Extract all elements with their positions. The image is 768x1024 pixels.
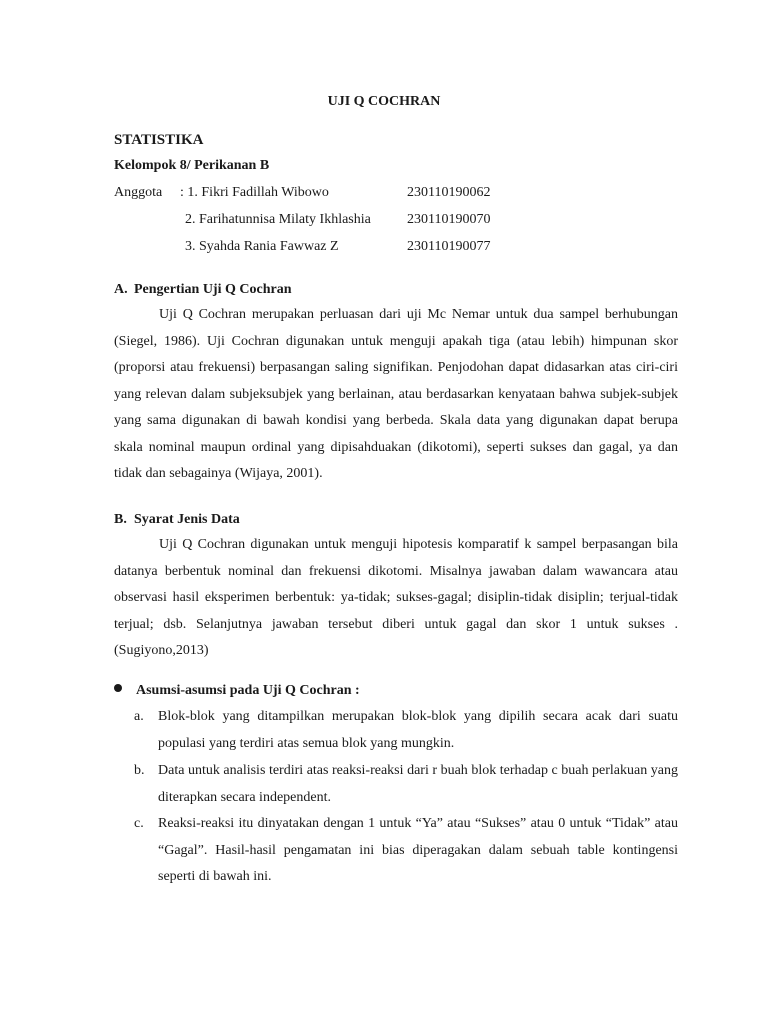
section-a-heading	[114, 281, 291, 299]
member-id: 230110190062	[407, 185, 491, 200]
list-text: Reaksi-reaksi itu dinyatakan dengan 1 untuk “Ya” atau “Sukses” atau 0 untuk “Tidak” atau “Gagal”. Hasil-hasil pengamatan ini bias diperagakan dalam sebuah table kontingensi seperti di bawah ini.	[158, 816, 678, 884]
list-item	[134, 704, 678, 757]
list-item	[134, 811, 678, 891]
member-id: 230110190077	[407, 239, 491, 254]
section-b-title: Syarat Jenis Data	[134, 512, 240, 527]
section-b-heading	[114, 511, 240, 529]
list-marker: c.	[134, 816, 144, 831]
group-heading: Kelompok 8/ Perikanan B	[114, 158, 270, 173]
section-a-paragraph: Uji Q Cochran merupakan perluasan dari uji Mc Nemar untuk dua sampel berhubungan (Siegel, 1986). Uji Cochran digunakan untuk menguji apakah tiga (atau lebih) himpunan skor (proporsi atau frekuensi) berpasangan saling signifikan. Penjodohan dapat didasarkan atas ciri-ciri yang relevan dalam subjeksubjek yang berlainan, atau berdasarkan kenyataan bahwa subjek-subjek yang sama digunakan di bawah kondisi yang berbeda. Skala data yang digunakan dapat berupa skala nominal maupun ordinal yang dipisahduakan (dikotomi), seperti sukses dan gagal, ya dan tidak dan sebagainya (Wijaya, 2001).	[114, 307, 678, 481]
assumptions-heading	[114, 683, 360, 699]
list-text: Data untuk analisis terdiri atas reaksi-reaksi dari r buah blok terhadap c buah perlakuan yang diterapkan secara independent.	[158, 763, 678, 805]
section-b-paragraph: Uji Q Cochran digunakan untuk menguji hipotesis komparatif k sampel berpasangan bila datanya berbentuk nominal dan frekuensi dikotomi. Misalnya jawaban dalam wawancara atau observasi hasil eksperimen berbentuk: ya-tidak; sukses-gagal; disiplin-tidak disiplin; terjual-tidak terjual; dsb. Selanjutnya jawaban tersebut diberi untuk gagal dan skor 1 untuk sukses . (Sugiyono,2013)	[114, 537, 678, 658]
bullet-icon	[114, 684, 122, 692]
subject-heading: STATISTIKA	[114, 132, 204, 148]
section-b-letter: B.	[114, 512, 127, 527]
section-a-title: Pengertian Uji Q Cochran	[134, 282, 292, 297]
members-label: Anggota	[114, 185, 163, 200]
list-marker: b.	[134, 763, 145, 778]
list-text: Blok-blok yang ditampilkan merupakan blok-blok yang dipilih secara acak dari suatu populasi yang terdiri atas semua blok yang mungkin.	[158, 709, 678, 751]
member-name: 2. Farihatunnisa Milaty Ikhlashia	[185, 212, 371, 227]
list-item	[134, 758, 678, 811]
assumptions-title: Asumsi-asumsi pada Uji Q Cochran :	[136, 683, 360, 698]
member-name: 3. Syahda Rania Fawwaz Z	[185, 239, 339, 254]
document-title: UJI Q COCHRAN	[327, 94, 441, 109]
member-id: 230110190070	[407, 212, 491, 227]
list-marker: a.	[134, 709, 144, 724]
section-a-letter: A.	[114, 282, 128, 297]
member-name: : 1. Fikri Fadillah Wibowo	[180, 185, 329, 200]
